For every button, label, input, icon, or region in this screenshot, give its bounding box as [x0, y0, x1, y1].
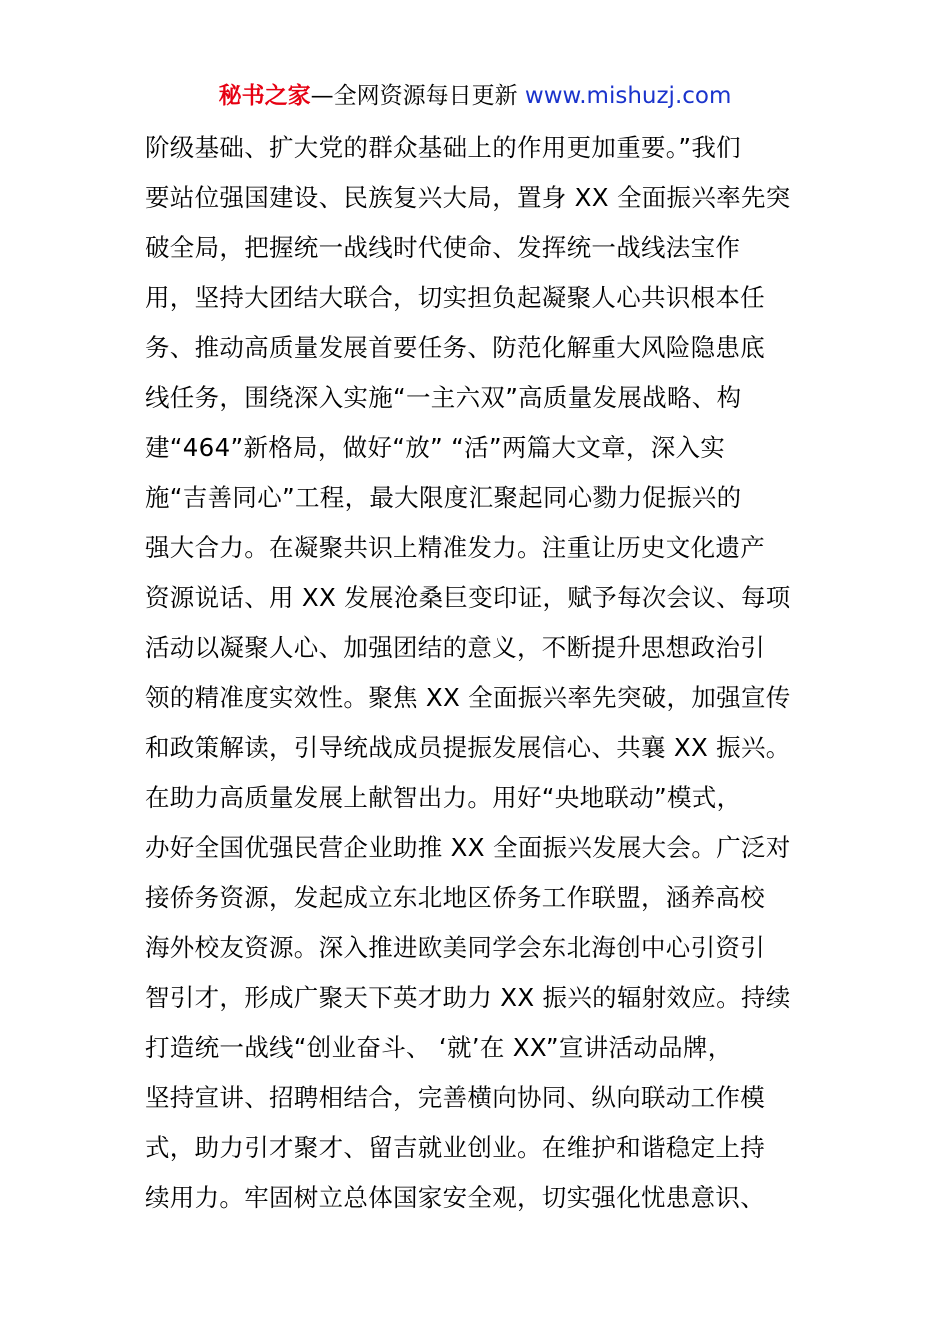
text-line: 式，助力引才聚才、留吉就业创业。在维护和谐稳定上持: [145, 1133, 765, 1162]
site-url-link[interactable]: www.mishuzj.com: [524, 83, 732, 109]
text-line: 建“464”新格局，做好“放” “活”两篇大文章，深入实: [145, 433, 726, 462]
text-line: 办好全国优强民营企业助推 XX 全面振兴发展大会。广泛对: [145, 833, 791, 862]
text-line: 强大合力。在凝聚共识上精准发力。注重让历史文化遗产: [145, 533, 765, 562]
text-line: 务、推动高质量发展首要任务、防范化解重大风险隐患底: [145, 333, 765, 362]
header-tagline: —全网资源每日更新: [310, 83, 525, 109]
site-header: [0, 80, 950, 112]
text-line: 打造统一战线“创业奋斗、 ‘就’在 XX”宣讲活动品牌，: [145, 1033, 733, 1062]
document-body: [145, 123, 815, 1223]
text-line: 坚持宣讲、招聘相结合，完善横向协同、纵向联动工作模: [145, 1083, 765, 1112]
text-line: 线任务，围绕深入实施“一主六双”高质量发展战略、构: [145, 383, 742, 412]
text-line: 要站位强国建设、民族复兴大局，置身 XX 全面振兴率先突: [145, 183, 791, 212]
text-line: 资源说话、用 XX 发展沧桑巨变印证，赋予每次会议、每项: [145, 583, 791, 612]
brand-name: 秘书之家: [218, 83, 311, 109]
text-line: 和政策解读，引导统战成员提振发展信心、共襄 XX 振兴。: [145, 733, 791, 762]
text-line: 海外校友资源。深入推进欧美同学会东北海创中心引资引: [145, 933, 765, 962]
text-line: 活动以凝聚人心、加强团结的意义，不断提升思想政治引: [145, 633, 765, 662]
text-line: 领的精准度实效性。聚焦 XX 全面振兴率先突破，加强宣传: [145, 683, 791, 712]
text-line: 智引才，形成广聚天下英才助力 XX 振兴的辐射效应。持续: [145, 983, 791, 1012]
text-line: 接侨务资源，发起成立东北地区侨务工作联盟，涵养高校: [145, 883, 765, 912]
text-line: 在助力高质量发展上献智出力。用好“央地联动”模式，: [145, 783, 742, 812]
text-line: 续用力。牢固树立总体国家安全观，切实强化忧患意识、: [145, 1183, 765, 1212]
text-line: 施“吉善同心”工程，最大限度汇聚起同心勠力促振兴的: [145, 483, 742, 512]
text-line: 用，坚持大团结大联合，切实担负起凝聚人心共识根本任: [145, 283, 765, 312]
text-line: 破全局，把握统一战线时代使命、发挥统一战线法宝作: [145, 233, 741, 262]
text-line: 阶级基础、扩大党的群众基础上的作用更加重要。”我们: [145, 133, 741, 162]
